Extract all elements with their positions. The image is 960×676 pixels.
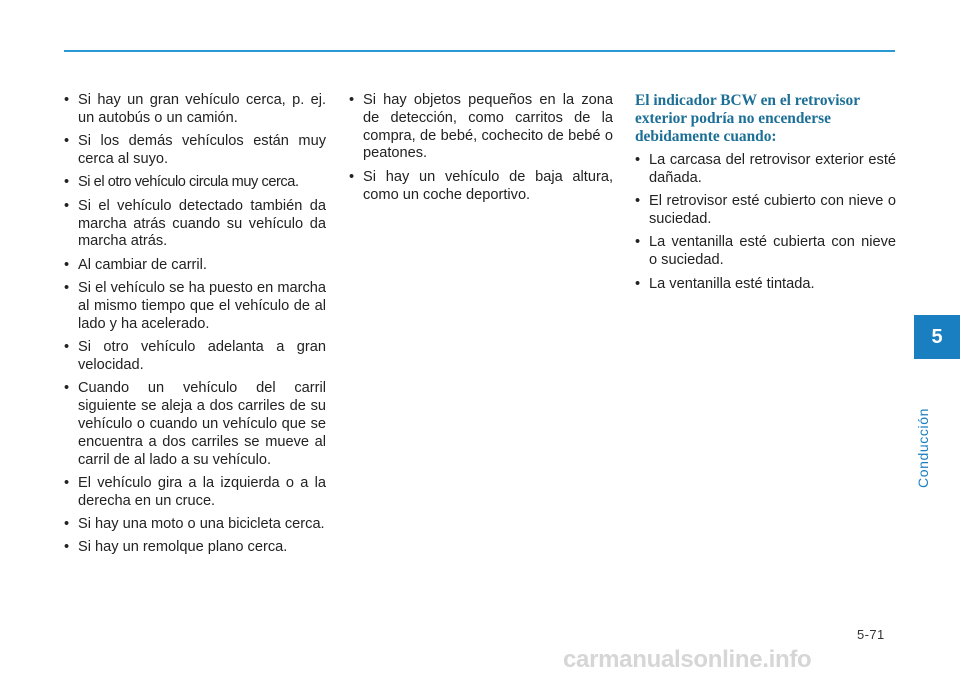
list-item: • Si los demás vehículos están muy cerca al suyo.	[64, 133, 326, 169]
section-heading: El indicador BCW en el retrovisor exterior podría no encenderse debidamente cuando:	[635, 92, 860, 145]
left-column	[64, 92, 326, 563]
list-item: • Si el vehículo detectado también da marcha atrás cuando su vehículo da marcha atrás.	[64, 198, 326, 251]
header-rule	[64, 50, 895, 52]
list-item: • La carcasa del retrovisor exterior esté dañada.	[635, 152, 896, 188]
list-item: • Si hay un vehículo de baja altura, como un coche deportivo.	[349, 169, 613, 205]
watermark: carmanualsonline.info	[563, 646, 812, 673]
list-item: • Cuando un vehículo del carril siguiente se aleja a dos carriles de su vehículo o cuando un vehículo que se encuentra a dos carriles se mueve al carril de al lado a su vehículo.	[64, 380, 326, 469]
list-item: • El vehículo gira a la izquierda o a la derecha en un cruce.	[64, 475, 326, 511]
list-item: • Si el otro vehículo circula muy cerca.	[64, 174, 326, 192]
list-item: • El retrovisor esté cubierto con nieve o suciedad.	[635, 193, 896, 229]
condition-list	[64, 92, 326, 557]
page-number: 5-71	[857, 627, 885, 642]
list-item: • Si otro vehículo adelanta a gran velocidad.	[64, 339, 326, 375]
condition-list	[349, 92, 613, 204]
list-item: • Si el vehículo se ha puesto en marcha al mismo tiempo que el vehículo de al lado y ha acelerado.	[64, 280, 326, 333]
chapter-name: Conducción	[915, 408, 931, 488]
chapter-number-tab: 5	[914, 315, 960, 359]
list-item: • La ventanilla esté tintada.	[635, 276, 896, 294]
list-item: • La ventanilla esté cubierta con nieve o suciedad.	[635, 234, 896, 270]
bcw-indicator-list	[635, 152, 896, 293]
right-column	[635, 92, 896, 299]
list-item: • Al cambiar de carril.	[64, 257, 326, 275]
list-item: • Si hay una moto o una bicicleta cerca.	[64, 516, 326, 534]
list-item: • Si hay un remolque plano cerca.	[64, 539, 326, 557]
list-item: • Si hay un gran vehículo cerca, p. ej. un autobús o un camión.	[64, 92, 326, 128]
middle-column	[349, 92, 613, 210]
list-item: • Si hay objetos pequeños en la zona de detección, como carritos de la compra, de bebé, cochecito de bebé o peatones.	[349, 92, 613, 163]
